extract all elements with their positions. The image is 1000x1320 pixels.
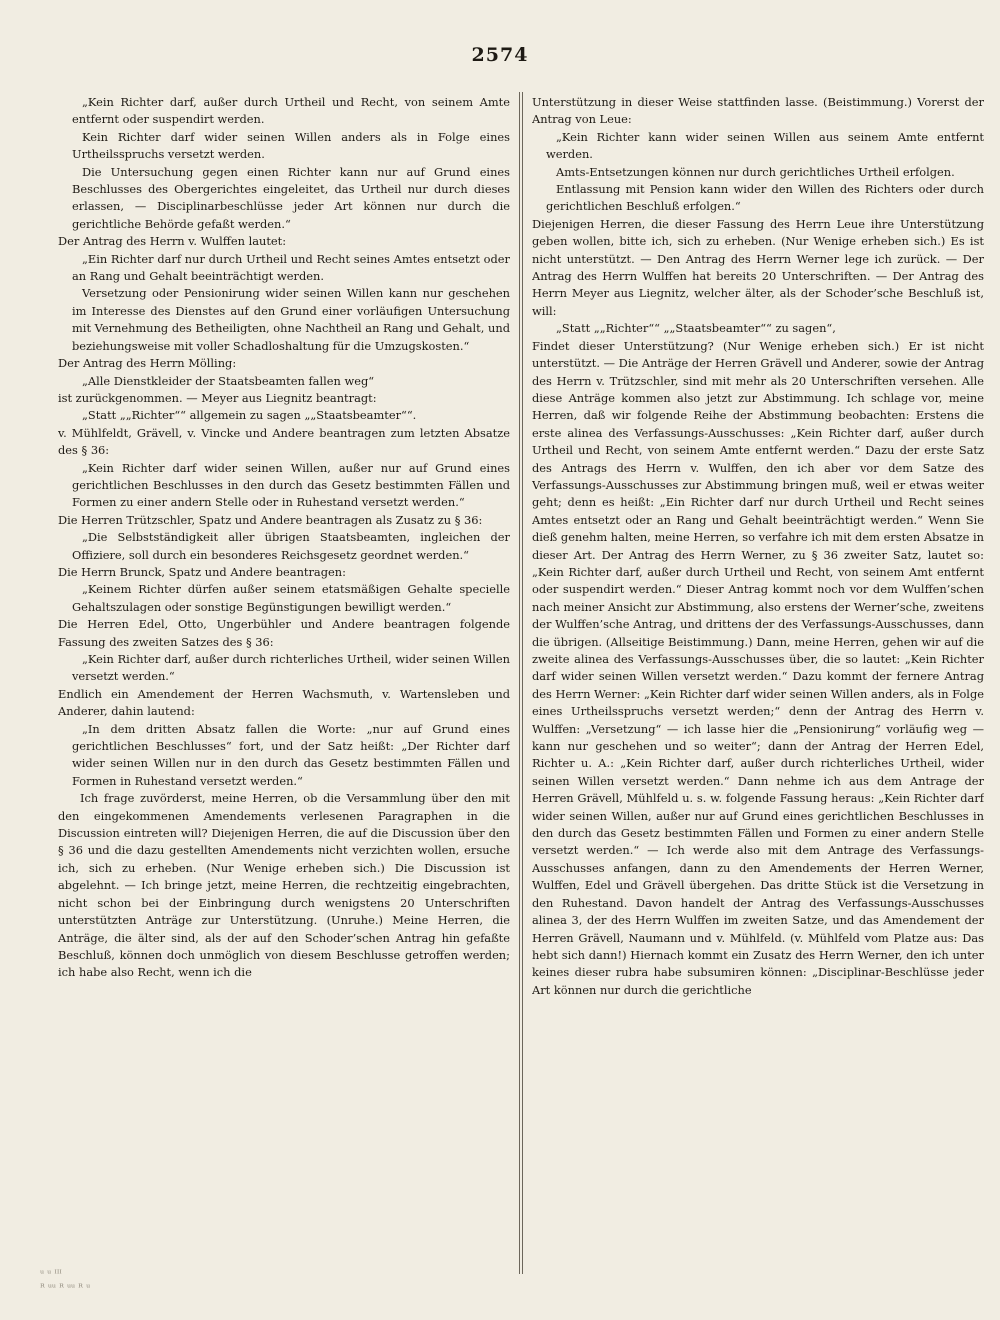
paragraph: Kein Richter darf wider seinen Willen anders als in Folge eines Urtheilsspruchs versetzt werden. [72, 129, 510, 162]
paragraph: „Ein Richter darf nur durch Urtheil und Recht seines Amtes entsetzt oder an Rang und Gehalt beeinträchtigt werden. [72, 251, 510, 284]
paragraph: „Alle Dienstkleider der Staatsbeamten fallen weg“ [82, 373, 375, 388]
paragraph: ist zurückgenommen. — Meyer aus Liegnitz beantragt: [58, 390, 377, 405]
paragraph: „Kein Richter darf, außer durch richterliches Urtheil, wider seinen Willen versetzt werden.“ [72, 652, 510, 684]
paragraph: Die Herrn Brunck, Spatz und Andere beantragen: [58, 564, 346, 579]
paragraph: „Keinem Richter dürfen außer seinem etatsmäßigen Gehalte specielle Gehaltszulagen oder sonstige Begünstigungen bewilligt werden.“ [72, 582, 510, 614]
column-divider [519, 92, 520, 1274]
paragraph: Diejenigen Herren, die dieser Fassung des Herrn Leue ihre Unterstützung geben wollen, bitte ich, sich zu erheben. (Nur Wenige erheben sich.) Es ist nicht unterstützt. — Den Antrag des Herrn Werner lege ich zurück. — Der Antrag des Herrn Wulffen hat bereits 20 Unterschriften. — Der Antrag des Herrn Meyer aus Liegnitz, welcher älter, als der Schoder’sche Beschluß ist, will: [532, 216, 984, 318]
paragraph: „Statt „„Richter““ allgemein zu sagen „„Staatsbeamter““. [82, 408, 417, 423]
scan-margin-marks: ᵘ ᵘ ᴵᴵᴵ ᴿ ᵘᵘ ᴿ ᵘᵘ ᴿ ᵘ [40, 1269, 91, 1294]
paragraph: „Statt „„Richter““ „„Staatsbeamter““ zu sagen“, [556, 321, 836, 336]
paragraph: „Kein Richter darf, außer durch Urtheil und Recht, von seinem Amte entfernt oder suspendirt werden. [72, 95, 510, 127]
paragraph: Amts-Entsetzungen können nur durch gerichtliches Urtheil erfolgen. [556, 164, 955, 179]
page-number: 2574 [471, 44, 529, 66]
paragraph: Unterstützung in dieser Weise stattfinden lasse. (Beistimmung.) Vorerst der Antrag von Leue: [532, 95, 984, 127]
paragraph: „In dem dritten Absatz fallen die Worte: „nur auf Grund eines gerichtlichen Beschlusses“ fort, und der Satz heißt: „Der Richter darf wider seinen Willen nur in den durch das Gesetz bestimmten Fällen und Formen in Ruhestand versetzt werden.“ [72, 721, 510, 788]
paragraph: Versetzung oder Pensionirung wider seinen Willen kann nur geschehen im Interesse des Dienstes auf den Grund einer vorläufigen Untersuchung mit Vernehmung des Betheiligten, ohne Nachtheil an Rang und Gehalt, und beziehungsweise mit voller Schadloshaltung für die Umzugskosten.“ [72, 286, 510, 353]
paragraph: Die Herren Edel, Otto, Ungerbühler und Andere beantragen folgende Fassung des zweiten Satzes des § 36: [58, 617, 510, 649]
paragraph: Der Antrag des Herrn Mölling: [58, 356, 237, 371]
paragraph: Endlich ein Amendement der Herren Wachsmuth, v. Wartensleben und Anderer, dahin lautend: [58, 686, 510, 719]
paragraph: Der Antrag des Herrn v. Wulffen lautet: [58, 234, 287, 249]
paragraph: Ich frage zuvörderst, meine Herren, ob die Versammlung über den mit den eingekommenen Amendements verlesenen Paragraphen in die Discussion eintreten will? Diejenigen Herren, die auf die Discussion über den § 36 und die dazu gestellten Amendements nicht verzichten wollen, ersuche ich, sich zu erheben. (Nur Wenige erheben sich.) Die Discussion ist abgelehnt. — Ich bringe jetzt, meine Herren, die rechtzeitig eingebrachten, nicht schon bei der Einbringung durch wenigstens 20 Unterschriften unterstützten Anträge zur Unterstützung. (Unruhe.) Meine Herren, die Anträge, die älter sind, als der auf den Schoder’schen Antrag hin gefaßte Beschluß, können doch unmöglich von diesem Beschlusse getroffen werden; ich habe also Recht, wenn ich die [58, 791, 510, 980]
paragraph: Findet dieser Unterstützung? (Nur Wenige erheben sich.) Er ist nicht unterstützt. — Die Anträge der Herren Grävell und Anderer, sowie der Antrag des Herrn v. Trützschler, sind mit mehr als 20 Unterschriften versehen. Alle diese Anträge kommen also jetzt zur Abstimmung. Ich schlage vor, meine Herren, daß wir folgende Reihe der Abstimmung beobachten: Erstens die erste alinea des Verfassungs-Ausschusses: „Kein Richter darf, außer durch Urtheil und Recht, von seinem Amte entfernt werden.“ Dazu der erste Satz des Antrags des Herrn v. Wulffen, den ich aber vor dem Satze des Verfassungs-Ausschusses zur Abstimmung bringen muß, weil er etwas weiter geht; denn es heißt: „Ein Richter darf nur durch Urtheil und Recht seines Amtes entsetzt oder an Rang und Gehalt beeinträchtigt werden.“ Wenn Sie dieß genehm halten, meine Herren, so verfahre ich mit dem ersten Absatze in dieser Art. Der Antrag des Herrn Werner, zu § 36 zweiter Satz, lautet so: „Kein Richter darf, außer durch Urtheil und Recht, von seinem Amt entfernt oder suspendirt werden.“ Dieser Antrag kommt noch vor dem Wulffen’schen nach meiner Ansicht zur Abstimmung, also erstens der Werner’sche, zweitens der Wulffen’sche Antrag, und drittens der des Verfassungs-Ausschusses, dann die übrigen. (Allseitige Beistimmung.) Dann, meine Herren, gehen wir auf die zweite alinea des Verfassungs-Ausschusses über, die so lautet: „Kein Richter darf wider seinen Willen versetzt werden.“ Dazu kommt der fernere Antrag des Herrn Werner: „Kein Richter darf wider seinen Willen anders, als in Folge eines Urtheilsspruchs versetzt werden;“ denn der Antrag des Herrn v. Wulffen: „Versetzung“ — ich lasse hier die „Pensionirung“ vorläufig weg — kann nur geschehen und so weiter“; dann der Antrag der Herren Edel, Richter u. A.: „Kein Richter darf, außer durch richterliches Urtheil, wider seinen Willen versetzt werden.“ Dann nehme ich aus dem Antrage der Herren Grävell, Mühlfeld u. s. w. folgende Fassung heraus: „Kein Richter darf wider seinen Willen, außer nur auf Grund eines gerichtlichen Beschlusses in den durch das Gesetz bestimmten Fällen und Formen zu einer andern Stelle versetzt werden.“ — Ich werde also mit dem Antrage des Verfassungs-Ausschusses anfangen, dann zu den Amendements der Herren Werner, Wulffen, Edel und Grävell übergehen. Das dritte Stück ist die Versetzung in den Ruhestand. Davon handelt der Antrag des Verfassungs-Ausschusses alinea 3, der des Herrn Wulffen im zweiten Satze, und das Amendement der Herren Grävell, Naumann und v. Mühlfeld. (v. Mühlfeld vom Platze aus: Das hebt sich dann!) Hiernach kommt ein Zusatz des Herrn Werner, den ich unter keines dieser rubra habe subsumiren können: „Disciplinar-Beschlüsse jeder Art können nur durch die gerichtliche [532, 338, 984, 997]
paragraph: Die Untersuchung gegen einen Richter kann nur auf Grund eines Beschlusses des Obergerichtes eingeleitet, das Urtheil nur durch dieses erlassen, — Disciplinarbeschlüsse jeder Art können nur durch die gerichtliche Behörde gefaßt werden.“ [72, 164, 510, 231]
paragraph: „Kein Richter darf wider seinen Willen, außer nur auf Grund eines gerichtlichen Beschlusses in den durch das Gesetz bestimmten Fällen und Formen zu einer andern Stelle oder in Ruhestand versetzt werden.“ [72, 460, 510, 510]
paragraph: Die Herren Trützschler, Spatz und Andere beantragen als Zusatz zu § 36: [58, 512, 483, 527]
right-column [532, 94, 984, 1269]
paragraph: Entlassung mit Pension kann wider den Willen des Richters oder durch gerichtlichen Beschluß erfolgen.“ [546, 182, 984, 214]
paragraph: v. Mühlfeldt, Grävell, v. Vincke und Andere beantragen zum letzten Absatze des § 36: [58, 425, 510, 458]
paragraph: „Die Selbstständigkeit aller übrigen Staatsbeamten, ingleichen der Offiziere, soll durch ein besonderes Reichsgesetz geordnet werden.“ [72, 530, 510, 562]
column-divider [522, 92, 523, 1274]
left-column [58, 94, 510, 1269]
paragraph: „Kein Richter kann wider seinen Willen aus seinem Amte entfernt werden. [546, 129, 984, 162]
